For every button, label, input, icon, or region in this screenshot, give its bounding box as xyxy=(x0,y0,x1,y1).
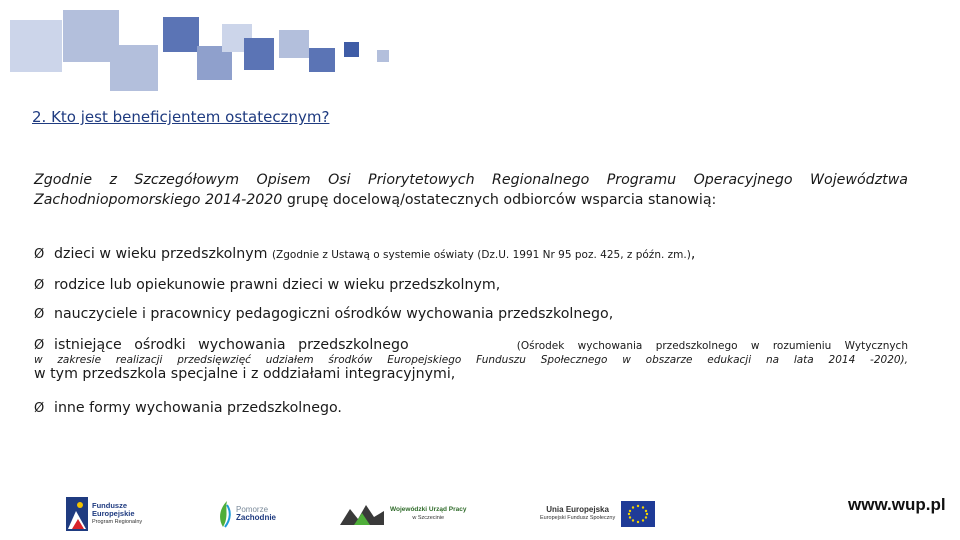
list-item: Ø nauczyciele i pracownicy pedagogiczni ośrodków wychowania przedszkolnego, xyxy=(34,306,614,322)
intro-paragraph xyxy=(34,170,908,210)
deco-square xyxy=(244,38,274,70)
wup-emblem-icon xyxy=(340,501,386,527)
deco-square xyxy=(110,45,158,91)
intro-italic: Zgodnie z Szczegółowym Opisem Osi Priorytetowych Regionalnego Programu Operacyjnego Województwa Zachodniopomorskiego 2014-2020 xyxy=(34,172,908,208)
arrow-bullet-icon: Ø xyxy=(34,247,45,262)
list-item: Ø dzieci w wieku przedszkolnym (Zgodnie z Ustawą o systemie oświaty (Dz.U. 1991 Nr 95 poz. 425, z późn. zm.), xyxy=(34,246,696,262)
deco-square xyxy=(10,20,62,72)
eu-flag-icon xyxy=(621,501,655,527)
wup-szczecin-logo: Wojewódzki Urząd Pracy w Szczecinie xyxy=(340,492,466,536)
fe-emblem-icon xyxy=(66,497,88,531)
unia-europejska-logo: Unia Europejska Europejski Fundusz Społeczny xyxy=(540,492,655,536)
arrow-bullet-icon: Ø xyxy=(34,338,45,353)
list-item: Ø rodzice lub opiekunowie prawni dzieci w wieku przedszkolnym, xyxy=(34,277,501,293)
page-title: 2. Kto jest beneficjentem ostatecznym? xyxy=(32,108,330,126)
list-item: Ø istniejące ośrodki wychowania przedszkolnego (Ośrodek wychowania przedszkolnego w rozumieniu Wytycznych w zakresie realizacji przedsięwzięć udziałem środków Europejskiego Funduszu Społecznego w obszarze edukacji na lata 2014 -2020), w tym przedszkola specjalne i z oddziałami integracyjnymi, xyxy=(34,337,908,382)
deco-square xyxy=(279,30,309,58)
intro-rest: grupę docelową/ostatecznych odbiorców wsparcia stanowią: xyxy=(282,192,717,208)
arrow-bullet-icon: Ø xyxy=(34,401,45,416)
pomorze-emblem-icon xyxy=(215,499,233,529)
pomorze-zachodnie-logo: Pomorze Zachodnie xyxy=(215,492,276,536)
list-item: Ø inne formy wychowania przedszkolnego. xyxy=(34,400,342,416)
arrow-bullet-icon: Ø xyxy=(34,278,45,293)
deco-square xyxy=(163,17,199,52)
fundusze-europejskie-logo: Fundusze Europejskie Program Regionalny xyxy=(66,492,142,536)
deco-square xyxy=(309,48,335,72)
deco-square xyxy=(344,42,359,57)
deco-square xyxy=(377,50,389,62)
website-link[interactable]: www.wup.pl xyxy=(848,495,946,514)
arrow-bullet-icon: Ø xyxy=(34,307,45,322)
